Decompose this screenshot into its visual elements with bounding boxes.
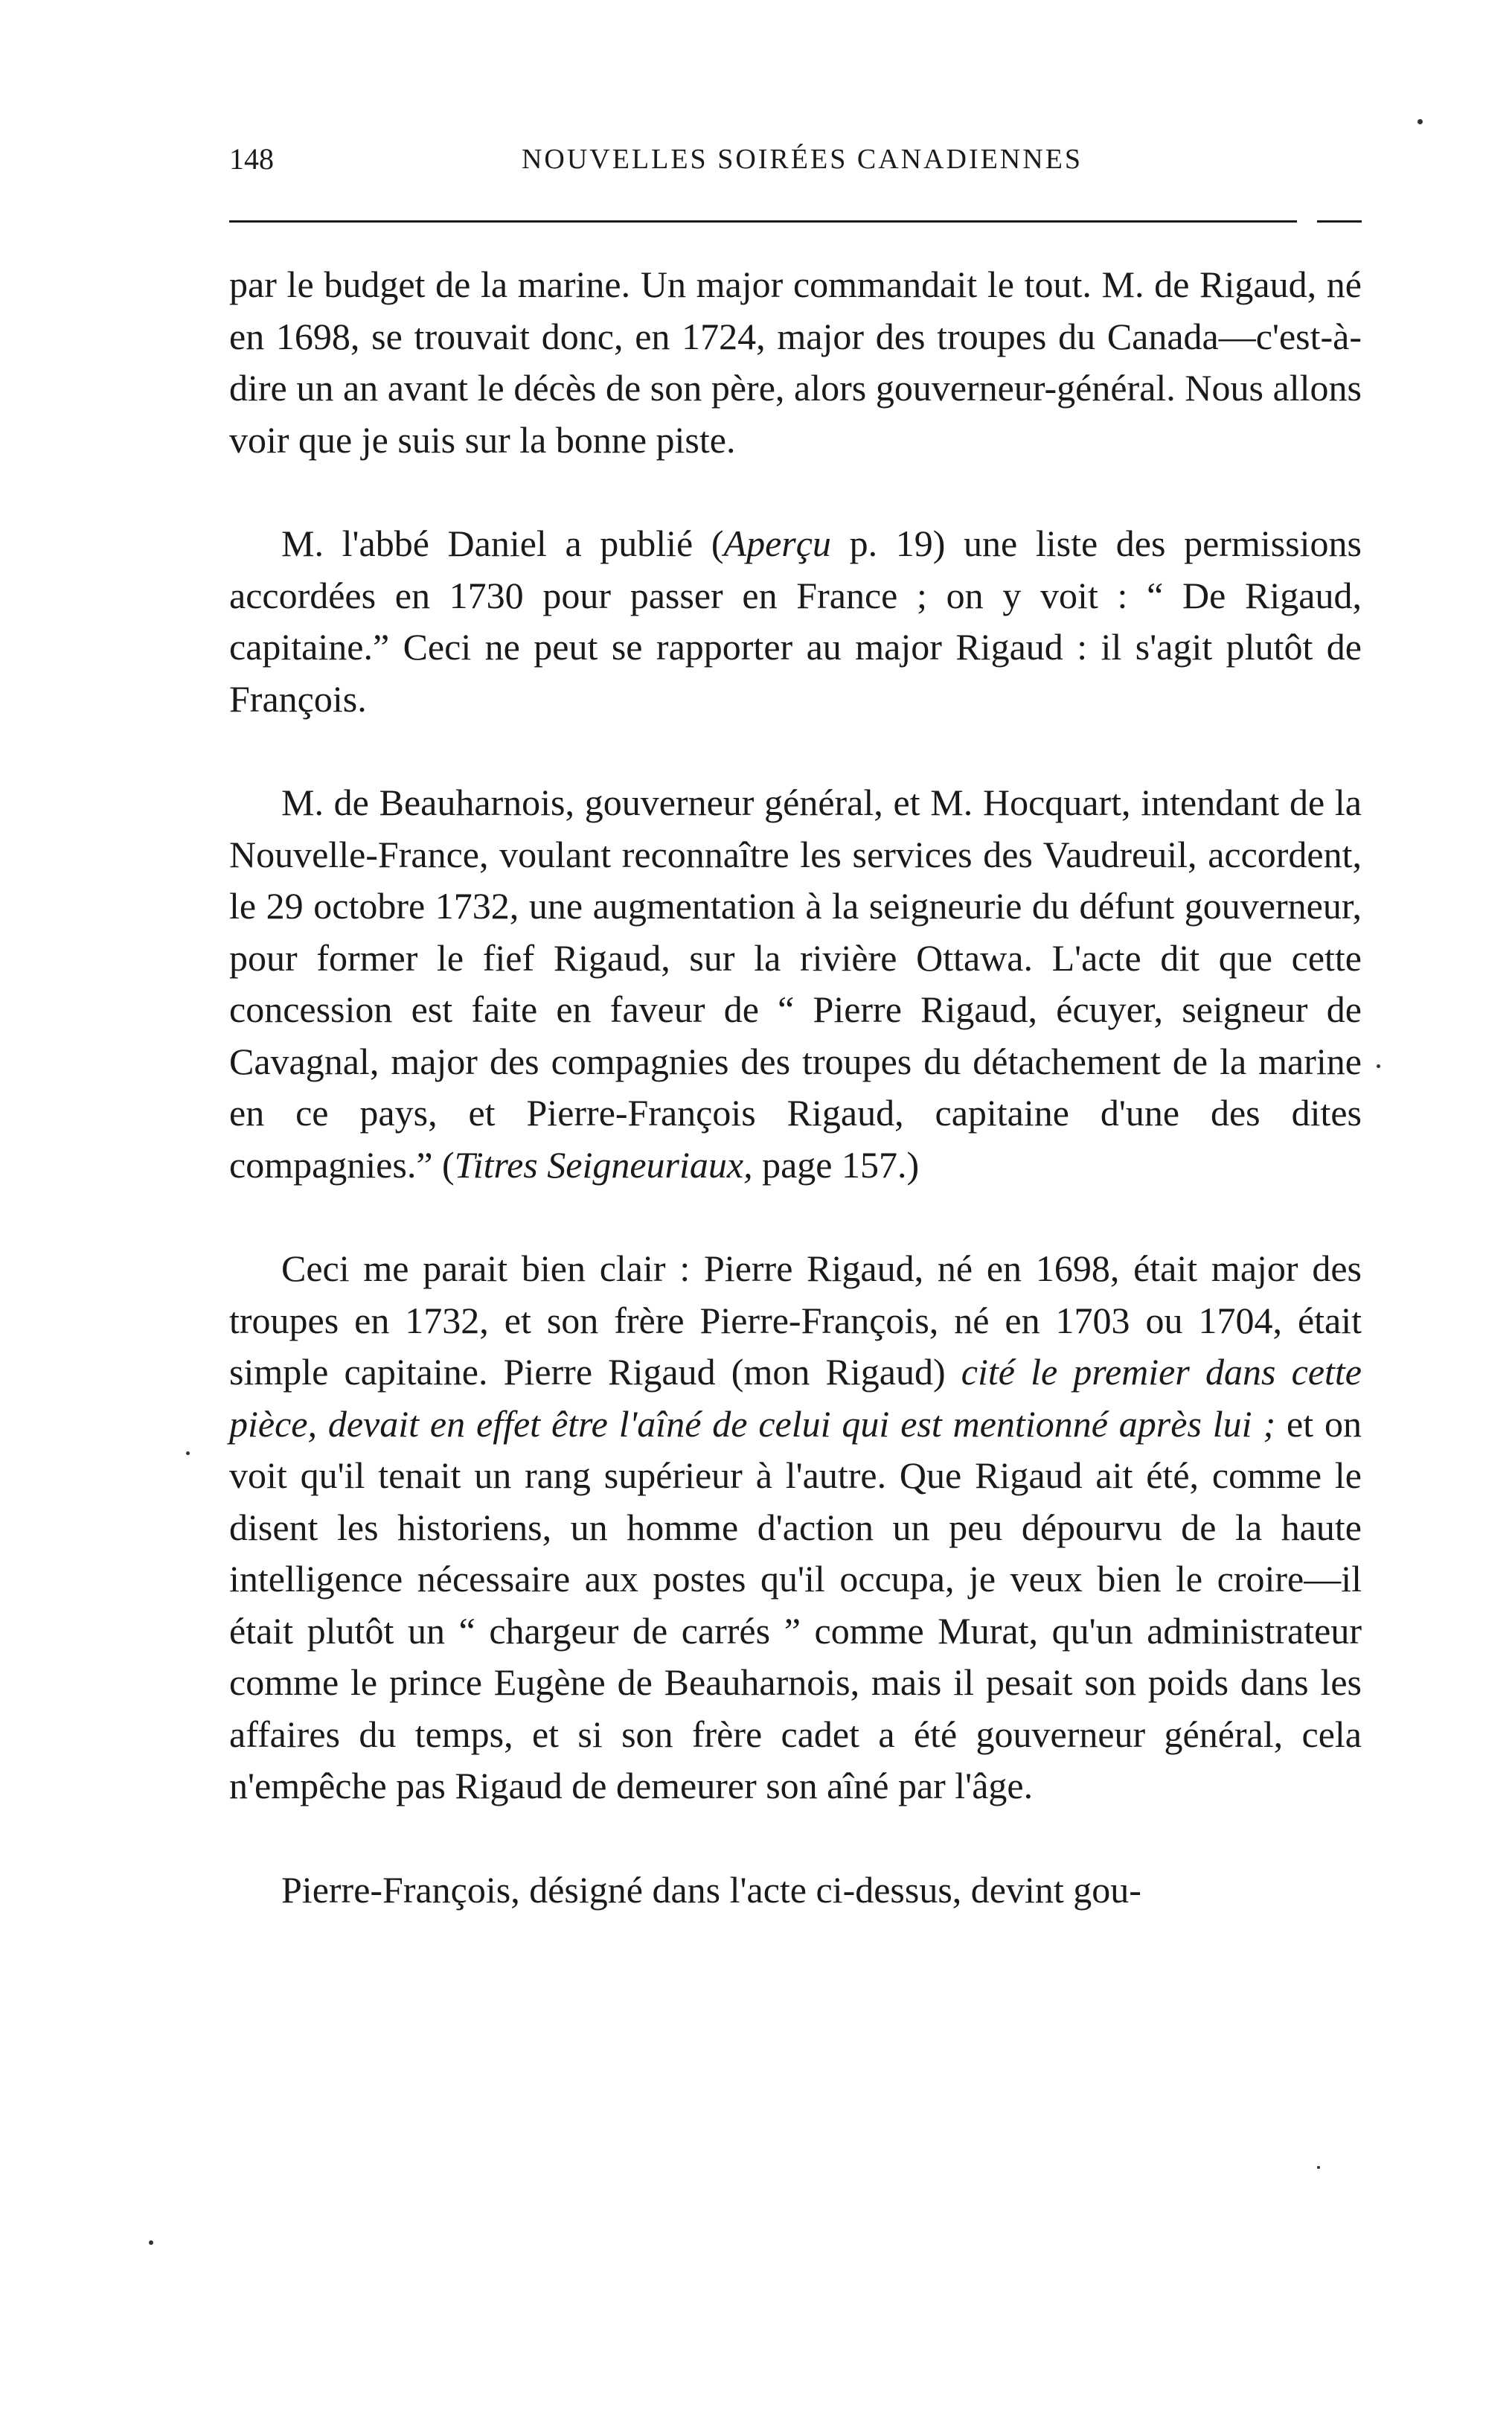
paragraph-3 bbox=[229, 777, 1362, 1191]
paragraph-4-text-before: Ceci me parait bien clair : Pierre Rigaud, né en 1698, était major des troupes en 1732, et son frère Pierre-François, né en 1703 ou 1704, était simple capitaine. Pierre Rigaud (mon Rigaud) bbox=[229, 1247, 1362, 1393]
paragraph-1-text: par le budget de la marine. Un major commandait le tout. M. de Rigaud, né en 1698, se trouvait donc, en 1724, major des troupes du Canada—c'est-à-dire un an avant le décès de son père, alors gouverneur-général. Nous allons voir que je suis sur la bonne piste. bbox=[229, 263, 1362, 461]
paragraph-2 bbox=[229, 518, 1362, 725]
paragraph-5 bbox=[229, 1864, 1362, 1917]
paragraph-3-text-after: page 157.) bbox=[752, 1143, 920, 1186]
paragraph-2-text-after: p. 19) une liste des permissions accordées en 1730 pour passer en France ; on y voit : “ De Rigaud, capitaine.” Ceci ne peut se rapporter au major Rigaud : il s'agit plutôt de François. bbox=[229, 523, 1362, 720]
page-header bbox=[229, 137, 1360, 182]
page-number: 148 bbox=[229, 142, 274, 176]
paragraph-4-italic: cité le premier dans cette pièce, devait en effet être l'aîné de celui qui est mentionné après lui ; bbox=[229, 1351, 1362, 1445]
speck-mark bbox=[1418, 119, 1423, 124]
paragraph-3-italic: Titres Seigneuriaux, bbox=[454, 1143, 753, 1186]
paragraph-3-text-before: M. de Beauharnois, gouverneur général, et M. Hocquart, intendant de la Nouvelle-France, voulant reconnaître les services des Vaudreuil, accordent, le 29 octobre 1732, une augmentation à la seigneurie du défunt gouverneur, pour former le fief Rigaud, sur la rivière Ottawa. L'acte dit que cette concession est faite en faveur de “ Pierre Rigaud, écuyer, seigneur de Cavagnal, major des compagnies des troupes du détachement de la marine en ce pays, et Pierre-François Rigaud, capitaine d'une des dites compagnies.” ( bbox=[229, 782, 1362, 1186]
paragraph-1 bbox=[229, 259, 1362, 466]
paragraph-4-text-after: et on voit qu'il tenait un rang supérieur à l'autre. Que Rigaud ait été, comme le disent les historiens, un homme d'action un peu dépourvu de la haute intelligence nécessaire aux postes qu'il occupa, je veux bien le croire—il était plutôt un “ chargeur de carrés ” comme Murat, qu'un administrateur comme le prince Eugène de Beauharnois, mais il pesait son poids dans les affaires du temps, et si son frère cadet a été gouverneur général, cela n'empêche pas Rigaud de demeurer son aîné par l'âge. bbox=[229, 1402, 1362, 1806]
running-title: NOUVELLES SOIRÉES CANADIENNES bbox=[521, 144, 1083, 175]
paragraph-4 bbox=[229, 1243, 1362, 1812]
paragraph-2-italic: Aperçu bbox=[723, 523, 831, 564]
body-text bbox=[229, 259, 1362, 1916]
header-rule bbox=[229, 220, 1297, 223]
header-rule-dash bbox=[1317, 220, 1362, 223]
paragraph-5-text: Pierre-François, désigné dans l'acte ci-dessus, devint gou- bbox=[281, 1868, 1141, 1911]
paragraph-2-text-before: M. l'abbé Daniel a publié ( bbox=[281, 523, 724, 564]
speck-mark bbox=[149, 2240, 153, 2245]
speck-mark bbox=[186, 1451, 190, 1455]
speck-mark bbox=[1377, 1064, 1380, 1068]
speck-mark bbox=[1317, 2166, 1320, 2169]
